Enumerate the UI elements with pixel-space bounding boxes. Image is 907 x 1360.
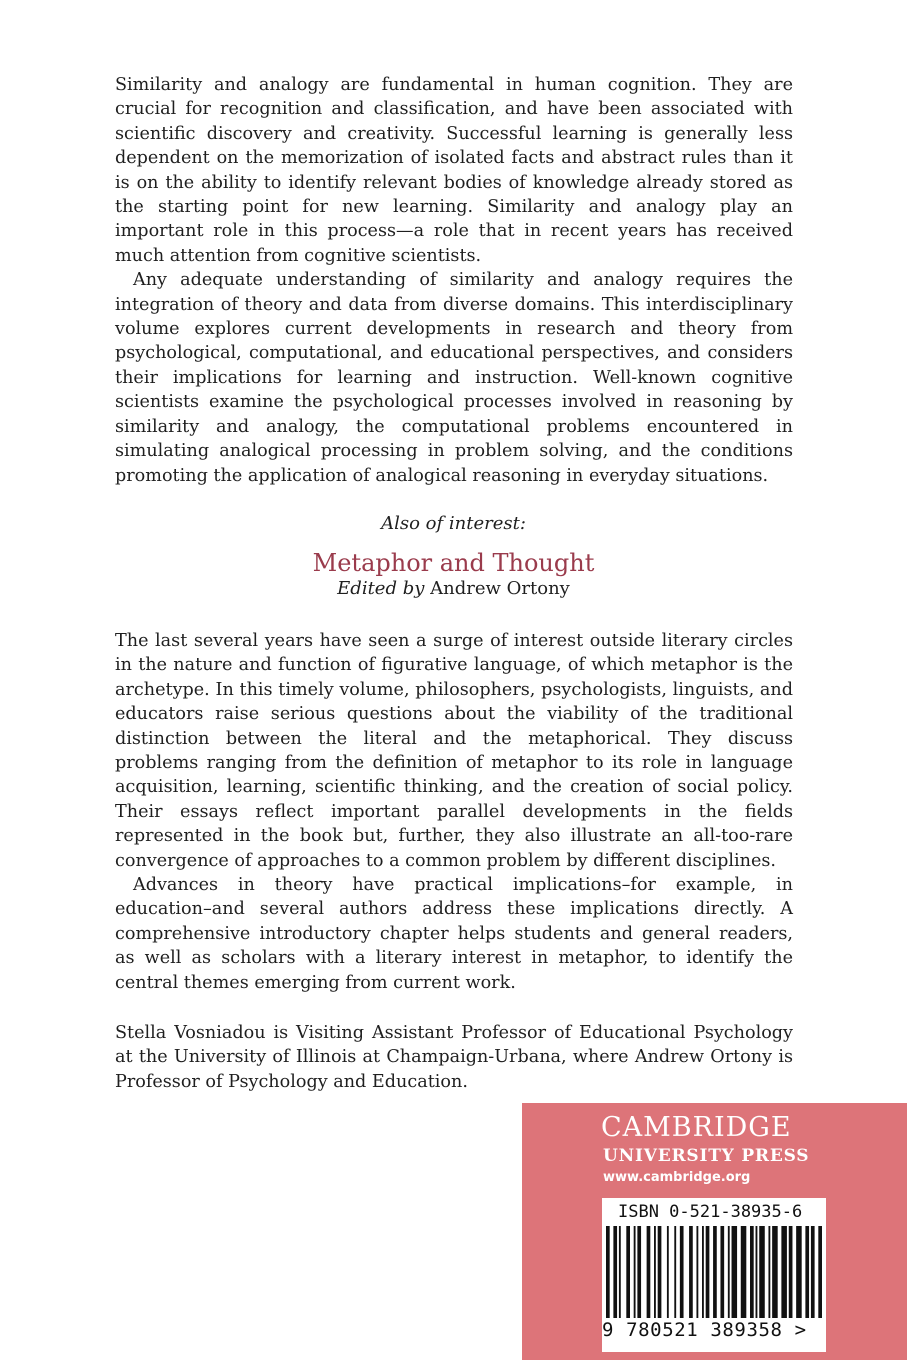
related-book-paragraph-2: Advances in theory have practical implications–for example, in education–and several authors address these implications directly. A comprehensive introductory chapter helps students and general readers, as well as scholars with a literary interest in metaphor, to identify the central themes emerging from current work.: [115, 875, 793, 993]
barcode-bar: [796, 1226, 802, 1318]
barcode-bar: [706, 1226, 710, 1318]
barcode-digits: 9 780521 389358 >: [602, 1319, 807, 1341]
also-of-interest-label: Also of interest:: [381, 513, 526, 534]
barcode-bar: [811, 1226, 815, 1318]
barcode-bar: [637, 1226, 641, 1318]
barcode-bar: [696, 1226, 698, 1318]
related-book-paragraph-1: The last several years have seen a surge of interest outside literary circles in the nature and function of figurative language, of which metaphor is the archetype. In this timely volume, philosophers, psychologists, linguists, and educators raise serious questions about the viability of the traditional distinction between the literal and the metaphorical. They discuss problems ranging from the definition of metaphor to its role in language acquisition, learning, scientific thinking, and the creation of social policy. Their essays reflect important parallel developments in the fields represented in the book but, further, they also illustrate an all-too-rare convergence of approaches to a common problem by different disciplines.: [115, 631, 793, 871]
blurb-paragraph-2: Any adequate understanding of similarity and analogy requires the integration of theory and data from diverse domains. This interdisciplinary volume explores current developments in research and theory from psychological, computational, and educational perspectives, and considers their implications for learning and instruction. Well-known cognitive scientists examine the psychological processes involved in reasoning by similarity and analogy, the computational problems encountered in simulating analogical processing in problem solving, and the conditions promoting the application of analogical reasoning in everyday situations.: [115, 270, 793, 486]
related-book-title: Metaphor and Thought: [312, 549, 595, 577]
barcode-bar: [818, 1226, 822, 1318]
barcode-bar: [674, 1226, 676, 1318]
barcode-bar: [626, 1226, 630, 1318]
author-bio: [115, 1021, 793, 1094]
barcode-bar: [606, 1226, 610, 1318]
barcode-bar: [759, 1226, 765, 1318]
publisher-url: www.cambridge.org: [603, 1170, 751, 1185]
barcode-bar: [750, 1226, 754, 1318]
barcode-bar: [713, 1226, 717, 1318]
barcode-bar: [768, 1226, 770, 1318]
publisher-logo-name: CAMBRIDGE: [601, 1112, 792, 1143]
barcode-bar: [772, 1226, 778, 1318]
barcode-bar: [667, 1226, 669, 1318]
barcode-bar: [658, 1226, 662, 1318]
author-bio-text: Stella Vosniadou is Visiting Assistant Professor of Educational Psychology at the University of Illinois at Champaign-Urbana, where Andrew Ortony is Professor of Psychology and Education.: [115, 1023, 793, 1092]
barcode-bar: [720, 1226, 724, 1318]
edited-by-label: Edited by: [337, 578, 425, 599]
barcode-bar: [647, 1226, 651, 1318]
editor-name: Andrew Ortony: [430, 578, 570, 599]
barcode-bar: [689, 1226, 693, 1318]
related-book-editor-line: [0, 577, 907, 601]
isbn-number: ISBN 0-521-38935-6: [618, 1202, 803, 1222]
barcode-bar: [613, 1226, 617, 1318]
publisher-logo-subtitle: UNIVERSITY PRESS: [603, 1146, 810, 1166]
publisher-panel: [522, 1103, 907, 1360]
barcode-bar: [805, 1226, 809, 1318]
barcode-bar: [781, 1226, 787, 1318]
barcode-bar: [741, 1226, 747, 1318]
barcode-bar: [756, 1226, 758, 1318]
barcode-bar: [728, 1226, 730, 1318]
barcode-bar: [702, 1226, 704, 1318]
blurb-paragraph-1: Similarity and analogy are fundamental in human cognition. They are crucial for recognition and classification, and have been associated with scientific discovery and creativity. Successful learning is generally less dependent on the memorization of isolated facts and abstract rules than it is on the ability to identify relevant bodies of knowledge already stored as the starting point for new learning. Similarity and analogy play an important role in this process—a role that in recent years has received much attention from cognitive scientists.: [115, 75, 793, 266]
barcode-bar: [634, 1226, 636, 1318]
barcode-icon: [602, 1226, 826, 1318]
barcode-bar: [680, 1226, 684, 1318]
also-of-interest-section: [0, 512, 907, 601]
related-book-description: [115, 629, 793, 995]
barcode-bar: [654, 1226, 656, 1318]
blurb-section: [115, 73, 793, 488]
barcode-bar: [732, 1226, 738, 1318]
isbn-barcode-label: [602, 1198, 826, 1352]
barcode-bar: [619, 1226, 621, 1318]
barcode-bar: [789, 1226, 793, 1318]
